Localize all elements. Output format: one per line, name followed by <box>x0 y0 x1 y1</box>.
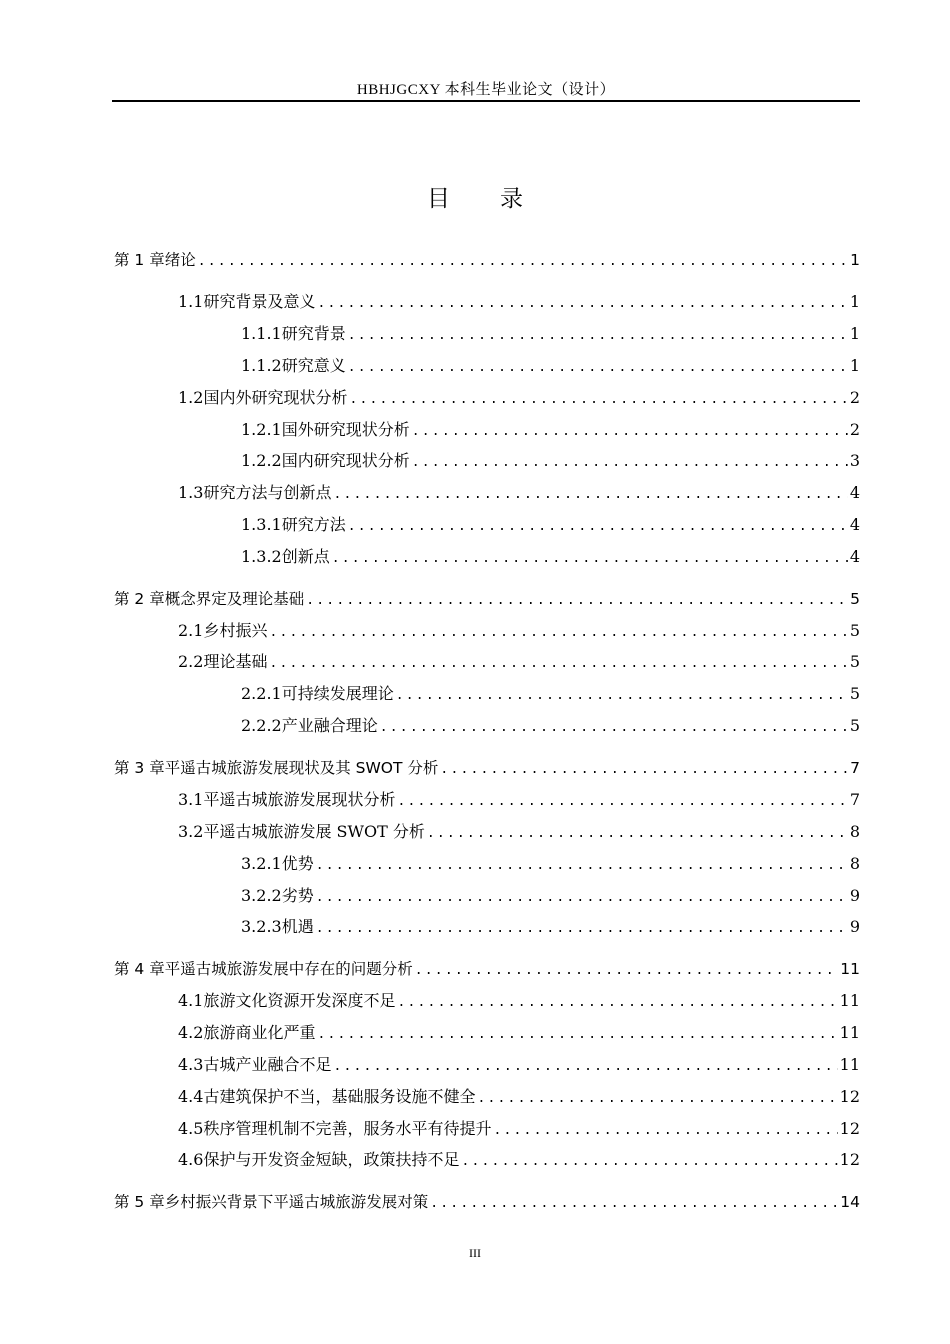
toc-chapter-entry[interactable] <box>114 959 860 981</box>
running-header: HBHJGCXY 本科生毕业论文（设计） <box>356 82 616 98</box>
toc-chapter-entry[interactable] <box>114 250 860 272</box>
toc-entry-title: 平遥古城旅游发展 SWOT 分析 <box>203 822 425 841</box>
toc-dot-leader <box>397 993 837 1013</box>
toc-section-entry[interactable] <box>178 1055 860 1077</box>
toc-dot-leader <box>430 1194 838 1214</box>
toc-entry-page: 7 <box>850 759 860 777</box>
toc-chapter-entry[interactable] <box>114 758 860 780</box>
page-title: 目录 <box>427 186 573 212</box>
toc-dot-leader <box>332 549 848 569</box>
toc-dot-leader <box>412 453 848 473</box>
toc-section-entry[interactable] <box>178 483 860 505</box>
toc-subsection-entry[interactable] <box>241 547 860 569</box>
toc-entry-page: 8 <box>849 822 860 841</box>
toc-subsection-entry[interactable] <box>241 854 860 876</box>
toc-entry-title: 平遥古城旅游发展现状及其 SWOT 分析 <box>164 759 439 777</box>
toc-dot-leader <box>461 1152 837 1172</box>
toc-entry-title: 研究方法 <box>281 515 346 534</box>
toc-dot-leader <box>269 654 847 674</box>
toc-dot-leader <box>397 792 847 812</box>
toc-section-entry[interactable] <box>178 388 860 410</box>
toc-entry-number: 第 5 章 <box>114 1193 165 1211</box>
toc-entry-page: 1 <box>849 356 860 375</box>
page-number: III <box>469 1246 481 1260</box>
toc-entry-number: 3.2.1 <box>241 854 282 873</box>
toc-entry-title: 概念界定及理论基础 <box>164 590 305 608</box>
toc-subsection-entry[interactable] <box>241 356 860 378</box>
toc-dot-leader <box>333 485 847 505</box>
toc-entry-title: 研究方法与创新点 <box>203 483 332 502</box>
toc-section-entry[interactable] <box>178 621 860 643</box>
toc-entry-page: 5 <box>850 590 860 608</box>
toc-dot-leader <box>415 961 839 981</box>
toc-dot-leader <box>317 1025 837 1045</box>
toc-entry-number: 第 1 章 <box>114 251 165 269</box>
toc-dot-leader <box>269 623 847 643</box>
toc-dot-leader <box>333 1057 837 1077</box>
toc-section-entry[interactable] <box>178 822 860 844</box>
toc-entry-page: 3 <box>849 451 860 470</box>
toc-entry-page: 12 <box>839 1150 860 1169</box>
toc-entry-page: 1 <box>849 292 860 311</box>
toc-entry-number: 2.2.2 <box>241 716 282 735</box>
toc-section-entry[interactable] <box>178 652 860 674</box>
toc-section-entry[interactable] <box>178 1023 860 1045</box>
toc-dot-leader <box>440 760 848 780</box>
toc-entry-number: 3.2.3 <box>241 917 282 936</box>
toc-entry-title: 旅游商业化严重 <box>203 1023 316 1042</box>
toc-entry-title: 机遇 <box>281 917 314 936</box>
toc-dot-leader <box>198 252 848 272</box>
toc-entry-number: 3.2 <box>178 822 204 841</box>
toc-entry-number: 2.2.1 <box>241 684 282 703</box>
toc-dot-leader <box>306 591 848 611</box>
toc-dot-leader <box>348 358 848 378</box>
toc-entry-number: 1.2.2 <box>241 451 282 470</box>
toc-entry-page: 11 <box>839 991 860 1010</box>
toc-entry-number: 4.4 <box>178 1087 204 1106</box>
toc-entry-title: 研究意义 <box>281 356 346 375</box>
toc-subsection-entry[interactable] <box>241 886 860 908</box>
toc-entry-title: 绪论 <box>164 251 196 269</box>
toc-entry-title: 研究背景 <box>281 324 346 343</box>
toc-dot-leader <box>380 718 848 738</box>
toc-entry-page: 4 <box>849 547 860 566</box>
toc-dot-leader <box>348 517 848 537</box>
toc-entry-number: 1.1 <box>178 292 204 311</box>
toc-subsection-entry[interactable] <box>241 917 860 939</box>
toc-entry-title: 可持续发展理论 <box>281 684 394 703</box>
toc-dot-leader <box>477 1089 837 1109</box>
toc-chapter-entry[interactable] <box>114 1192 860 1214</box>
toc-subsection-entry[interactable] <box>241 515 860 537</box>
toc-dot-leader <box>412 422 848 442</box>
toc-entry-number: 3.1 <box>178 790 204 809</box>
toc-section-entry[interactable] <box>178 790 860 812</box>
toc-entry-title: 乡村振兴 <box>203 621 268 640</box>
toc-entry-title: 秩序管理机制不完善，服务水平有待提升 <box>203 1119 492 1138</box>
toc-entry-title: 劣势 <box>281 886 314 905</box>
toc-entry-page: 7 <box>849 790 860 809</box>
toc-section-entry[interactable] <box>178 1087 860 1109</box>
toc-entry-number: 3.2.2 <box>241 886 282 905</box>
toc-entry-page: 12 <box>839 1087 860 1106</box>
toc-dot-leader <box>348 326 848 346</box>
toc-dot-leader <box>493 1121 837 1141</box>
toc-section-entry[interactable] <box>178 292 860 314</box>
toc-subsection-entry[interactable] <box>241 716 860 738</box>
toc-section-entry[interactable] <box>178 1119 860 1141</box>
toc-entry-number: 2.2 <box>178 652 204 671</box>
toc-entry-number: 1.3.2 <box>241 547 282 566</box>
toc-entry-number: 1.3 <box>178 483 204 502</box>
toc-dot-leader <box>316 919 848 939</box>
toc-entry-page: 5 <box>849 684 860 703</box>
toc-entry-number: 4.3 <box>178 1055 204 1074</box>
toc-subsection-entry[interactable] <box>241 684 860 706</box>
toc-entry-page: 11 <box>839 1055 860 1074</box>
toc-dot-leader <box>427 824 848 844</box>
toc-entry-number: 2.1 <box>178 621 204 640</box>
toc-entry-title: 古建筑保护不当，基础服务设施不健全 <box>203 1087 476 1106</box>
toc-dot-leader <box>317 294 847 314</box>
toc-entry-title: 古城产业融合不足 <box>203 1055 332 1074</box>
toc-entry-number: 1.3.1 <box>241 515 282 534</box>
toc-entry-page: 2 <box>849 388 860 407</box>
toc-entry-page: 1 <box>849 324 860 343</box>
toc-entry-number: 1.1.2 <box>241 356 282 375</box>
toc-subsection-entry[interactable] <box>241 324 860 346</box>
toc-entry-page: 11 <box>840 960 860 978</box>
toc-entry-title: 产业融合理论 <box>281 716 378 735</box>
toc-dot-leader <box>396 686 848 706</box>
toc-entry-title: 理论基础 <box>203 652 268 671</box>
toc-entry-number: 1.2 <box>178 388 204 407</box>
toc-entry-number: 第 3 章 <box>114 759 165 777</box>
toc-entry-title: 旅游文化资源开发深度不足 <box>203 991 396 1010</box>
toc-entry-number: 第 4 章 <box>114 960 165 978</box>
toc-entry-title: 创新点 <box>281 547 330 566</box>
toc-entry-number: 4.2 <box>178 1023 204 1042</box>
toc-entry-title: 保护与开发资金短缺，政策扶持不足 <box>203 1150 460 1169</box>
toc-entry-page: 4 <box>849 483 860 502</box>
toc-entry-page: 9 <box>849 886 860 905</box>
toc-dot-leader <box>316 888 848 908</box>
toc-section-entry[interactable] <box>178 991 860 1013</box>
toc-entry-title: 平遥古城旅游发展中存在的问题分析 <box>164 960 413 978</box>
toc-entry-number: 1.2.1 <box>241 420 282 439</box>
toc-entry-number: 第 2 章 <box>114 590 165 608</box>
toc-chapter-entry[interactable] <box>114 589 860 611</box>
toc-entry-page: 1 <box>850 251 860 269</box>
toc-entry-page: 11 <box>839 1023 860 1042</box>
toc-dot-leader <box>349 390 847 410</box>
toc-entry-page: 8 <box>849 854 860 873</box>
toc-entry-page: 2 <box>849 420 860 439</box>
toc-entry-number: 4.6 <box>178 1150 204 1169</box>
toc-dot-leader <box>316 856 848 876</box>
toc-entry-title: 平遥古城旅游发展现状分析 <box>203 790 396 809</box>
toc-entry-page: 14 <box>840 1193 860 1211</box>
toc-entry-title: 优势 <box>281 854 314 873</box>
toc-entry-title: 国内外研究现状分析 <box>203 388 348 407</box>
toc-entry-page: 5 <box>849 621 860 640</box>
toc-section-entry[interactable] <box>178 1150 860 1172</box>
toc-entry-title: 国外研究现状分析 <box>281 420 410 439</box>
toc-entry-number: 4.5 <box>178 1119 204 1138</box>
toc-entry-title: 乡村振兴背景下平遥古城旅游发展对策 <box>164 1193 429 1211</box>
toc-entry-page: 4 <box>849 515 860 534</box>
toc-entry-number: 4.1 <box>178 991 204 1010</box>
toc-entry-title: 研究背景及意义 <box>203 292 316 311</box>
toc-entry-title: 国内研究现状分析 <box>281 451 410 470</box>
toc-subsection-entry[interactable] <box>241 451 860 473</box>
toc-entry-page: 9 <box>849 917 860 936</box>
toc-entry-page: 5 <box>849 652 860 671</box>
toc-entry-page: 12 <box>839 1119 860 1138</box>
toc-subsection-entry[interactable] <box>241 420 860 442</box>
toc-entry-page: 5 <box>849 716 860 735</box>
toc-entry-number: 1.1.1 <box>241 324 282 343</box>
